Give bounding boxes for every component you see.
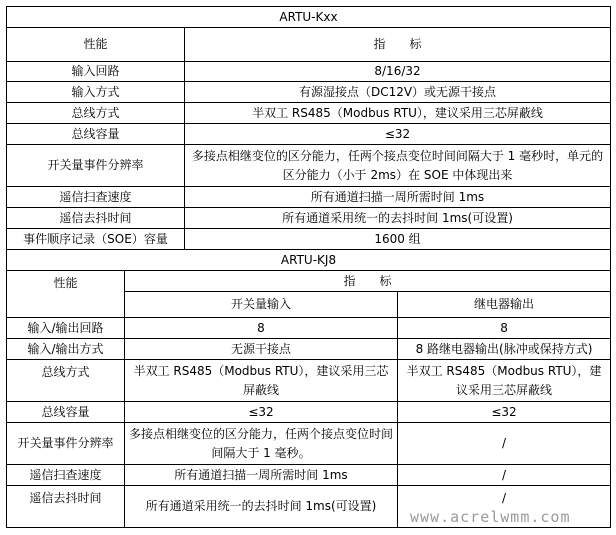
kxx-row-label: 总线容量 xyxy=(7,124,185,145)
kxx-row-value: 多接点相继变位的区分能力，任两个接点变位时间间隔大于 1 毫秒时，单元的区分能力（小于 2ms）在 SOE 中体现出来 xyxy=(185,145,611,187)
kj8-row-relay: 半双工 RS485（Modbus RTU），建议采用三芯屏蔽线 xyxy=(398,360,611,402)
artu-kxx-spec-table xyxy=(6,6,611,250)
artu-kj8-spec-table xyxy=(6,249,611,528)
kxx-row-value: 所有通道采用统一的去抖时间 1ms(可设置) xyxy=(185,208,611,229)
kxx-row-label: 事件顺序记录（SOE）容量 xyxy=(7,229,185,250)
kxx-header-performance: 性能 xyxy=(7,28,185,62)
kj8-row-relay: 8 路继电器输出(脉冲或保持方式) xyxy=(398,339,611,360)
kj8-row-label: 总线容量 xyxy=(7,402,125,423)
kxx-row-label: 输入回路 xyxy=(7,62,185,82)
kxx-row-value: 半双工 RS485（Modbus RTU），建议采用三芯屏蔽线 xyxy=(185,103,611,124)
kj8-row-label: 遥信扫查速度 xyxy=(7,465,125,486)
kj8-row-label: 总线方式 xyxy=(7,360,125,402)
kj8-row-switch: 多接点相继变位的区分能力，任两个接点变位时间间隔大于 1 毫秒。 xyxy=(125,423,398,465)
kxx-row-label: 遥信去抖时间 xyxy=(7,208,185,229)
kj8-row-switch: 所有通道扫描一周所需时间 1ms xyxy=(125,465,398,486)
kj8-row-label: 输入/输出方式 xyxy=(7,339,125,360)
kj8-header-performance: 性能 xyxy=(7,271,125,318)
kxx-header-indicator: 指 标 xyxy=(185,28,611,62)
kj8-row-relay: ≤32 xyxy=(398,402,611,423)
kxx-row-value: 所有通道扫描一周所需时间 1ms xyxy=(185,187,611,208)
kj8-row-relay: 8 xyxy=(398,318,611,339)
kj8-header-switch-input: 开关量输入 xyxy=(125,292,398,318)
kj8-row-relay: / xyxy=(398,465,611,486)
kxx-row-value: 1600 组 xyxy=(185,229,611,250)
kxx-row-label: 开关量事件分辨率 xyxy=(7,145,185,187)
kj8-row-label: 开关量事件分辨率 xyxy=(7,423,125,465)
kj8-row-switch: 所有通道采用统一的去抖时间 1ms(可设置) xyxy=(125,486,398,528)
kj8-row-label: 输入/输出回路 xyxy=(7,318,125,339)
kj8-row-switch: ≤32 xyxy=(125,402,398,423)
kxx-row-value: ≤32 xyxy=(185,124,611,145)
kj8-row-switch: 无源干接点 xyxy=(125,339,398,360)
kxx-row-value: 有源湿接点（DC12V）或无源干接点 xyxy=(185,82,611,103)
kj8-row-relay: / xyxy=(398,423,611,465)
site-watermark: www.acrelwmm.com xyxy=(410,508,571,526)
kxx-row-label: 输入方式 xyxy=(7,82,185,103)
kj8-row-label: 遥信去抖时间 xyxy=(7,486,125,528)
kxx-row-label: 遥信扫查速度 xyxy=(7,187,185,208)
kj8-title: ARTU-KJ8 xyxy=(7,250,611,271)
kj8-row-switch: 8 xyxy=(125,318,398,339)
kxx-row-value: 8/16/32 xyxy=(185,62,611,82)
kj8-row-switch: 半双工 RS485（Modbus RTU），建议采用三芯屏蔽线 xyxy=(125,360,398,402)
kj8-header-indicator: 指 标 xyxy=(125,271,611,292)
kxx-row-label: 总线方式 xyxy=(7,103,185,124)
kj8-row-relay: / xyxy=(398,486,611,528)
kj8-header-relay-output: 继电器输出 xyxy=(398,292,611,318)
kxx-title: ARTU-Kxx xyxy=(7,7,611,28)
